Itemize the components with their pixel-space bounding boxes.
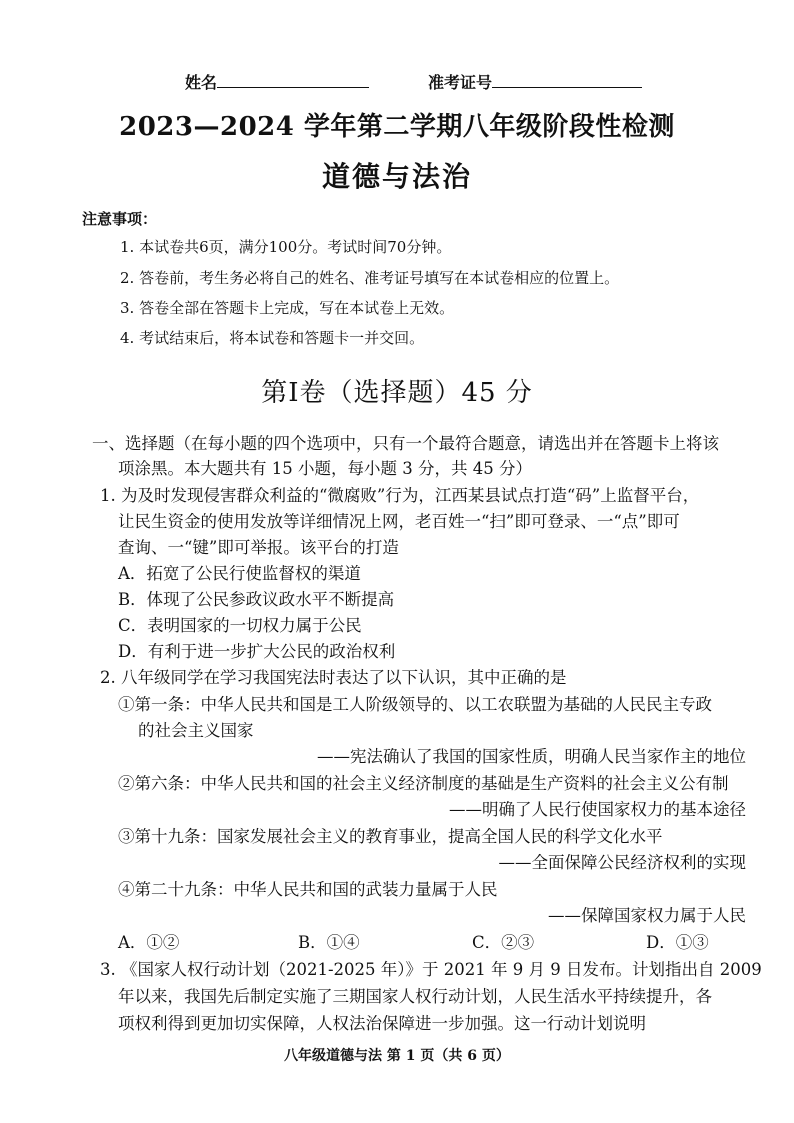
exam-title: 2023—2024 学年第二学期八年级阶段性检测 xyxy=(119,112,675,142)
q1-stem-line: 1. 为及时发现侵害群众利益的“微腐败”行为，江西某县试点打造“码”上监督平台， xyxy=(100,486,700,505)
q1-stem-line: 查询、一“键”即可举报。该平台的打造 xyxy=(118,538,399,557)
q2-stem: 2. 八年级同学在学习我国宪法时表达了以下认识，其中正确的是 xyxy=(100,668,567,687)
name-field xyxy=(185,70,369,93)
notice-item: 1. 本试卷共6页，满分100分。考试时间70分钟。 xyxy=(120,238,452,256)
q2-item-2-comment: ——明确了人民行使国家权力的基本途径 xyxy=(449,800,746,819)
notice-item: 3. 答卷全部在答题卡上完成，写在本试卷上无效。 xyxy=(120,299,455,317)
q2-option-a: A．①② xyxy=(118,933,180,952)
q1-option-a: A．拓宽了公民行使监督权的渠道 xyxy=(118,564,361,583)
name-blank[interactable] xyxy=(217,71,369,88)
exam-id-blank[interactable] xyxy=(492,71,642,88)
q3-stem-line: 年以来，我国先后制定实施了三期国家人权行动计划，人民生活水平持续提升，各 xyxy=(118,987,712,1006)
notice-item: 2. 答卷前，考生务必将自己的姓名、准考证号填写在本试卷相应的位置上。 xyxy=(120,269,620,287)
q2-item-4: ④第二十九条：中华人民共和国的武装力量属于人民 xyxy=(118,880,498,899)
q1-option-b: B．体现了公民参政议政水平不断提高 xyxy=(118,590,395,609)
part-instructions-line: 一、选择题（在每小题的四个选项中，只有一个最符合题意，请选出并在答题卡上将该 xyxy=(92,434,719,453)
q2-item-3: ③第十九条：国家发展社会主义的教育事业，提高全国人民的科学文化水平 xyxy=(118,827,663,846)
part-instructions-line: 项涂黑。本大题共有 15 小题，每小题 3 分，共 45 分） xyxy=(118,459,532,478)
notice-heading: 注意事项： xyxy=(82,210,158,228)
exam-id-field xyxy=(428,70,642,93)
q2-item-2: ②第六条：中华人民共和国的社会主义经济制度的基础是生产资料的社会主义公有制 xyxy=(118,774,729,793)
q1-option-c: C．表明国家的一切权力属于公民 xyxy=(118,616,362,635)
q2-item-1-cont: 的社会主义国家 xyxy=(138,721,254,740)
notice-item: 4. 考试结束后，将本试卷和答题卡一并交回。 xyxy=(120,329,425,347)
name-label: 姓名 xyxy=(185,73,218,92)
page-footer: 八年级道德与法 第 1 页（共 6 页） xyxy=(284,1048,510,1064)
q2-option-b: B．①④ xyxy=(298,933,360,952)
q1-option-d: D．有利于进一步扩大公民的政治权利 xyxy=(118,642,396,661)
exam-id-label: 准考证号 xyxy=(428,73,493,92)
q3-stem-line: 项权利得到更加切实保障，人权法治保障进一步加强。这一行动计划说明 xyxy=(118,1014,646,1033)
section-title: 第Ⅰ卷（选择题）45 分 xyxy=(261,378,533,408)
q1-stem-line: 让民生资金的使用发放等详细情况上网，老百姓一“扫”即可登录、一“点”即可 xyxy=(118,512,680,531)
q2-item-1-comment: ——宪法确认了我国的国家性质，明确人民当家作主的地位 xyxy=(317,747,746,766)
q2-option-d: D．①③ xyxy=(646,933,709,952)
q2-option-c: C．②③ xyxy=(472,933,535,952)
q2-item-3-comment: ——全面保障公民经济权利的实现 xyxy=(498,853,746,872)
q2-item-4-comment: ——保障国家权力属于人民 xyxy=(548,906,746,925)
subject-title: 道德与法治 xyxy=(321,160,472,193)
q3-stem-line: 3. 《国家人权行动计划（2021-2025 年）》于 2021 年 9 月 9 日发布。计划指出自 2009 xyxy=(100,960,762,979)
q2-item-1: ①第一条：中华人民共和国是工人阶级领导的、以工农联盟为基础的人民民主专政 xyxy=(118,695,712,714)
